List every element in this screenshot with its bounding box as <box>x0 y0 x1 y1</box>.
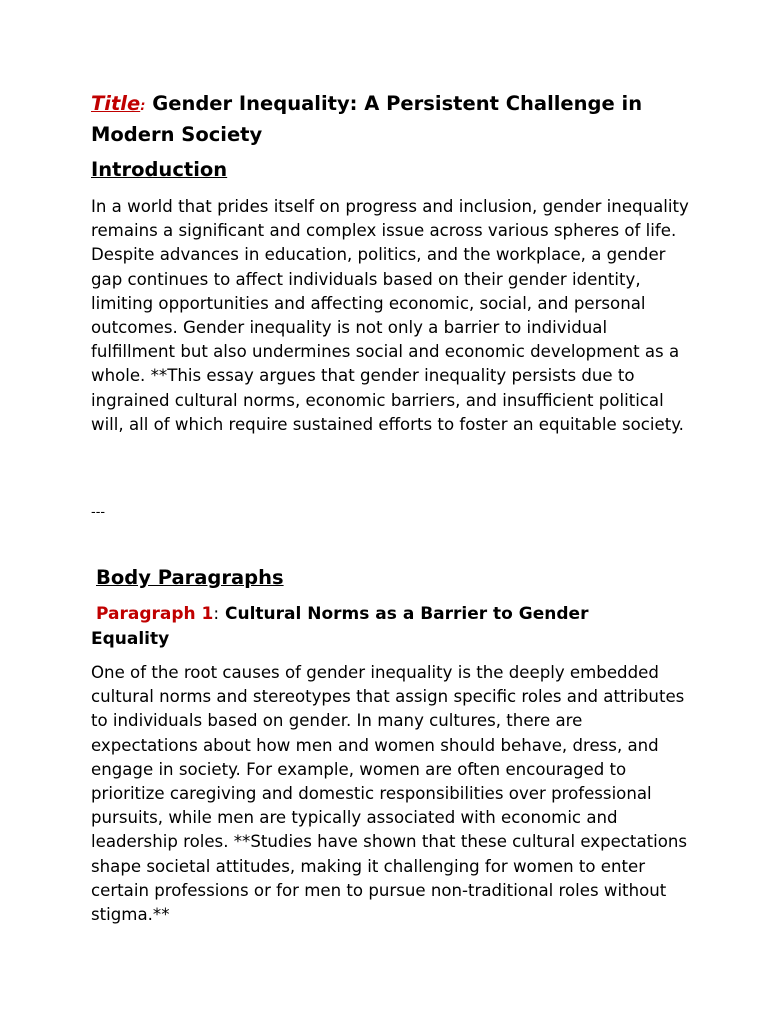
paragraph1-label: Paragraph 1 <box>96 604 214 624</box>
section-separator: --- <box>91 505 106 520</box>
paragraph1-body: One of the root causes of gender inequality is the deeply embedded cultural norms and stereotypes that assign specific roles and attributes to individuals based on gender. In many cultures, there are expectations about how men and women should behave, dress, and engage in society. For example, women are often encouraged to prioritize caregiving and domestic responsibilities over professional pursuits, while men are typically associated with economic and leadership roles. **Studies have shown that these cultural expectations shape societal attitudes, making it challenging for women to enter certain professions or for men to pursue non-traditional roles without stigma.** <box>91 663 688 925</box>
introduction-paragraph: In a world that prides itself on progress and inclusion, gender inequality remains a significant and complex issue across various spheres of life. Despite advances in education, politics, and the workplace, a gender gap continues to affect individuals based on their gender identity, limiting opportunities and affecting economic, social, and personal outcomes. Gender inequality is not only a barrier to individual fulfillment but also undermines social and economic development as a whole. **This essay argues that gender inequality persists due to ingrained cultural norms, economic barriers, and insufficient political will, all of which require sustained efforts to foster an equitable society. <box>91 197 689 434</box>
paragraph1-title-line2: Equality <box>91 629 170 649</box>
document-title <box>91 90 711 149</box>
title-text: Gender Inequality: A Persistent Challenge in Modern Society <box>91 92 643 146</box>
title-colon: : <box>140 99 146 114</box>
paragraph1-heading <box>96 602 656 627</box>
paragraph1-colon: : <box>213 604 220 624</box>
introduction-heading: Introduction <box>91 158 228 181</box>
paragraph1-title-line1: Cultural Norms as a Barrier to Gender <box>219 604 589 624</box>
title-prefix: Title <box>91 92 141 115</box>
body-paragraphs-heading: Body Paragraphs <box>96 566 284 589</box>
